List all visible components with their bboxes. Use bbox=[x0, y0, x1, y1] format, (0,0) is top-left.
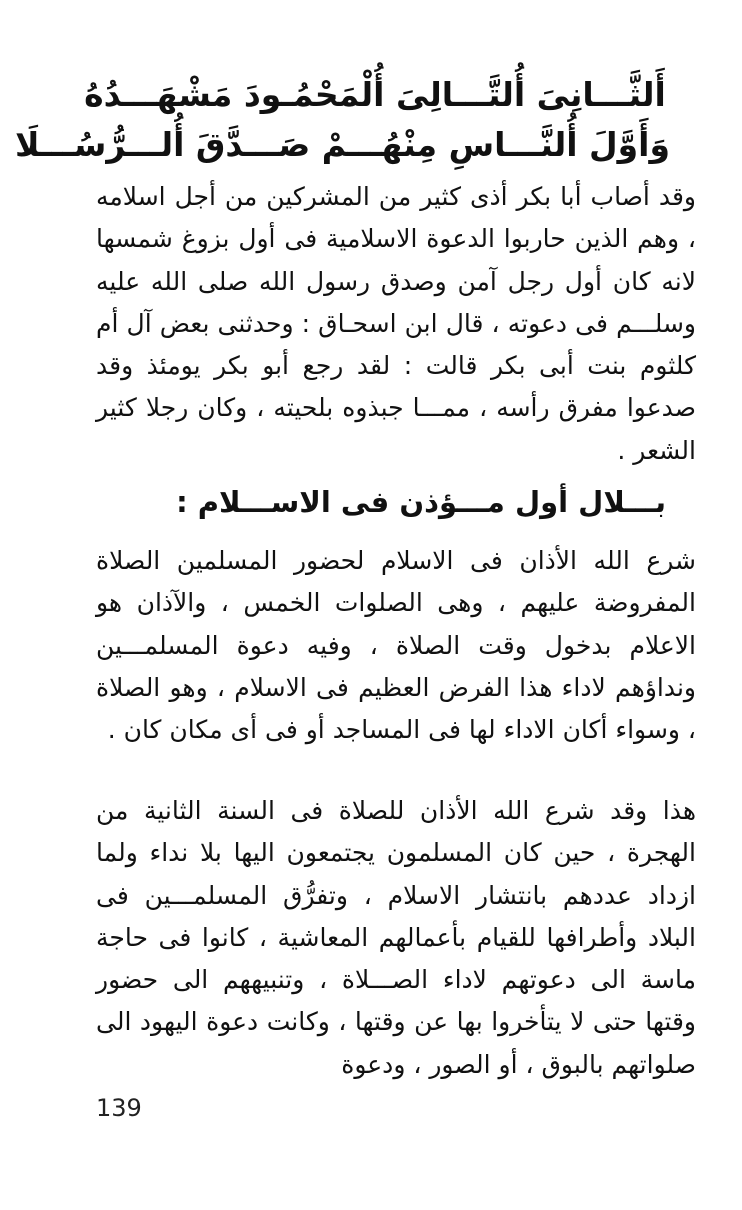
verse-line-2: وَأَوَّلَ أُلنَّـــاسِ مِنْهُـــمْ صَـــدَّقَ أُلـــرُّسُـــلَا bbox=[15, 125, 670, 164]
section-heading: بـــلال أول مـــؤذن فى الاســـلام : bbox=[176, 485, 666, 519]
paragraph-abu-bakr: وقد أصاب أبا بكر أذى كثير من المشركين من أجل اسلامه ، وهم الذين حاربوا الدعوة الاسلامية فى أول بزوغ شمسها لانه كان أول رجل آمن وصدق رسول الله صلى الله عليه وسلـــم فى دعوته ، قال ابن اسحـاق : وحدثنى بعض آل أم كلثوم بنت أبى بكر قالت : لقد رجع أبو بكر يومئذ وقد صدعوا مفرق رأسه ، ممـــا جبذوه بلحيته ، وكان رجلا كثير الشعر . bbox=[96, 182, 696, 465]
page-number: 139 bbox=[96, 1094, 142, 1122]
paragraph-adhan-definition: شرع الله الأذان فى الاسلام لحضور المسلمين الصلاة المفروضة عليهم ، وهى الصلوات الخمس ، والآذان هو الاعلام بدخول وقت الصلاة ، وفيه دعوة المسلمـــين ونداؤهم لاداء هذا الفرض العظيم فى الاسلام ، وهو الصلاة ، وسواء أكان الاداء لها فى المساجد أو فى أى مكان كان . bbox=[96, 546, 696, 745]
paragraph-adhan-history: هذا وقد شرع الله الأذان للصلاة فى السنة الثانية من الهجرة ، حين كان المسلمون يجتمعون اليها بلا نداء ولما ازداد عددهم بانتشار الاسلام ، وتفرُّق المسلمـــين فى البلاد وأطرافها للقيام بأعمالهم المعاشية ، كانوا فى حاجة ماسة الى دعوتهم لاداء الصـــلاة ، وتنبيههم الى حضور وقتها حتى لا يتأخروا بها عن وقتها ، وكانت دعوة اليهود الى صلواتهم بالبوق ، أو الصور ، ودعوة bbox=[96, 796, 696, 1079]
verse-line-1: أَلثَّـــانِىَ أُلتَّـــالِىَ أُلْمَحْمُـودَ مَشْهَـــدُهُ bbox=[84, 75, 666, 114]
